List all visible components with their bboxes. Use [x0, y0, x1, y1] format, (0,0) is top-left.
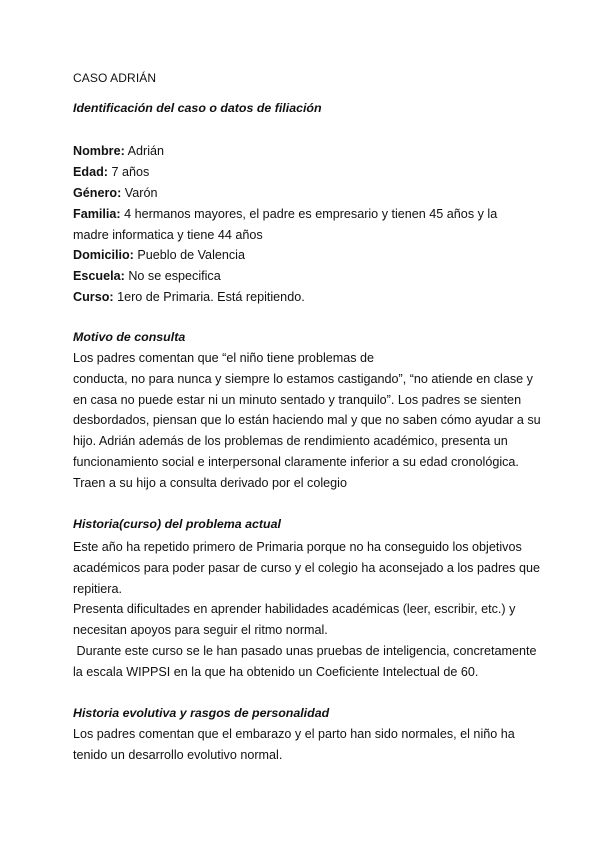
section-heading-historia-curso: Historia(curso) del problema actual: [73, 517, 281, 531]
document-title: CASO ADRIÁN: [73, 71, 157, 85]
paragraph-line: Este año ha repetido primero de Primaria porque no ha conseguido los objetivos: [73, 540, 522, 554]
field-curso: [73, 287, 533, 308]
field-familia: [73, 204, 533, 246]
field-label: Curso:: [73, 290, 114, 304]
field-value: 4 hermanos mayores, el padre es empresario y tienen 45 años y la madre informatica y tiene 44 años: [73, 207, 498, 242]
field-edad: [73, 162, 533, 183]
field-label: Nombre:: [73, 144, 125, 158]
field-genero: [73, 183, 533, 204]
field-value: Adrián: [127, 144, 164, 158]
field-value: 1ero de Primaria. Está repitiendo.: [117, 290, 305, 304]
paragraph-line: Durante este curso se le han pasado unas pruebas de inteligencia, concretamente: [73, 643, 537, 658]
paragraph-historia-evolutiva: [73, 724, 533, 766]
section-heading-historia-evolutiva: Historia evolutiva y rasgos de personalidad: [73, 706, 330, 720]
paragraph-line: conducta, no para nunca y siempre lo estamos castigando”, “no atiende en clase y: [73, 371, 533, 386]
paragraph-line: tenido un desarrollo evolutivo normal.: [73, 747, 283, 762]
paragraph-line: Los padres comentan que “el niño tiene problemas de: [73, 351, 375, 365]
paragraph-line: Presenta dificultades en aprender habilidades académicas (leer, escribir, etc.) y: [73, 602, 516, 617]
field-label: Familia:: [73, 207, 121, 221]
paragraph-line: necesitan apoyos para seguir el ritmo normal.: [73, 623, 328, 638]
field-label: Género:: [73, 186, 122, 200]
paragraph-line: en casa no puede estar ni un minuto sentado y tranquilo”. Los padres se sienten: [73, 392, 522, 407]
section-heading-motivo: Motivo de consulta: [73, 330, 186, 344]
field-label: Escuela:: [73, 269, 125, 283]
field-escuela: [73, 266, 533, 287]
paragraph-line: Los padres comentan que el embarazo y el parto han sido normales, el niño ha: [73, 727, 515, 741]
field-domicilio: [73, 245, 533, 266]
field-value: Varón: [124, 186, 158, 200]
section-heading-identification: Identificación del caso o datos de filiación: [73, 101, 322, 115]
paragraph-line: repitiera.: [73, 581, 122, 596]
paragraph-line: la escala WIPPSI en la que ha obtenido un Coeficiente Intelectual de 60.: [73, 664, 479, 679]
field-nombre: [73, 141, 533, 162]
paragraph-historia-curso: [73, 537, 540, 683]
paragraph-line: hijo. Adrián además de los problemas de rendimiento académico, presenta un: [73, 434, 508, 449]
paragraph-line: académicos para poder pasar de curso y el colegio ha aconsejado a los padres que: [73, 560, 540, 575]
field-value: No se especifica: [128, 269, 221, 283]
paragraph-motivo: [73, 348, 541, 494]
paragraph-line: funcionamiento social e interpersonal claramente inferior a su edad cronológica.: [73, 454, 519, 469]
field-label: Edad:: [73, 165, 108, 179]
paragraph-line: desbordados, piensan que lo están haciendo mal y que no saben cómo ayudar a su: [73, 413, 541, 428]
field-label: Domicilio:: [73, 248, 134, 262]
field-value: Pueblo de Valencia: [137, 248, 245, 262]
field-value: 7 años: [111, 165, 150, 179]
paragraph-line: Traen a su hijo a consulta derivado por el colegio: [73, 475, 347, 490]
